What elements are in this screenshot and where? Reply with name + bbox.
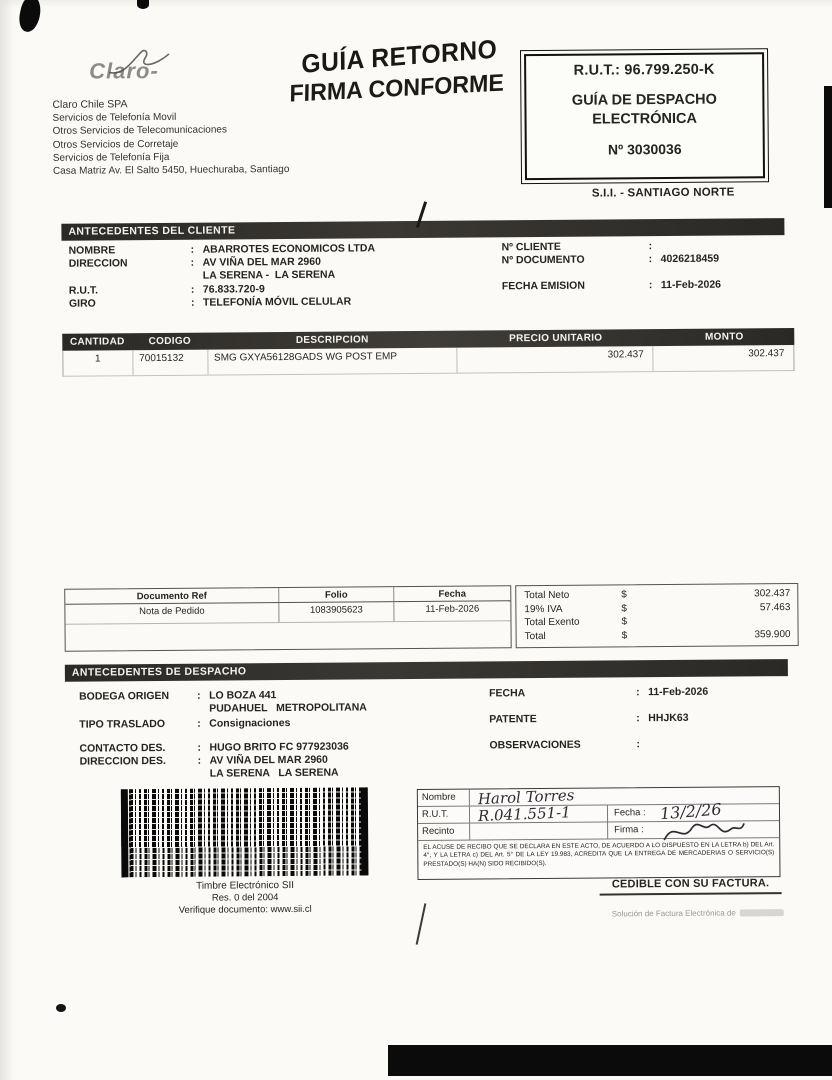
field-label	[69, 270, 191, 284]
col-header-descripcion: DESCRIPCION	[295, 334, 369, 346]
document-number: Nº 3030036	[607, 140, 682, 158]
receipt-row-recinto	[418, 821, 779, 841]
footer-logo-smudge	[740, 910, 784, 917]
field-observaciones: OBSERVACIONES :	[489, 738, 641, 752]
field-value: TELEFONÍA MÓVIL CELULAR	[202, 295, 352, 309]
issuer-address: Casa Matriz Av. El Salto 5450, Huechuraba, Santiago	[52, 164, 290, 177]
handwritten-rut: R.041.551-1	[477, 803, 572, 826]
timbre-line1: Timbre Electrónico SII	[196, 879, 295, 892]
issuer-service-line: Otros Servicios de Telecomunicaciones	[52, 124, 228, 138]
recinto-label: Recinto	[418, 824, 470, 840]
col-header-fecha: Fecha	[438, 588, 467, 600]
field-label: R.U.T.	[68, 284, 99, 297]
pdf417-barcode	[121, 787, 369, 877]
field-label: Nº DOCUMENTO	[501, 253, 585, 267]
pen-check-scribble-icon	[105, 46, 175, 81]
signature-scribble-icon	[660, 817, 746, 846]
field-direccion-line2	[69, 269, 376, 285]
document-type-line2: ELECTRÓNICA	[592, 110, 697, 128]
totals-box	[515, 583, 798, 648]
cell-fecha: 11-Feb-2026	[425, 603, 480, 615]
field-value: 76.833.720-9	[202, 282, 265, 296]
receipt-legal-text: EL ACUSE DE RECIBO QUE SE DECLARA EN ESTE ACTO, DE ACUERDO A LO DISPUESTO EN LA LETRA b) DEL Art. 4°, Y LA LETRA c) DEL Art. 5° DE LA LEY 19.983, ACREDITA QUE LA ENTREGA DE MERCADERIAS O SERVICIO(S) PRESTADO(S) HA(N) SIDO RECIBIDO(S).	[423, 841, 775, 868]
fecha-label: Fecha :	[613, 807, 646, 819]
despacho-fields-left	[79, 688, 367, 732]
field-patente: PATENTE : HHJK63	[489, 712, 689, 726]
field-direccion-des-line2: LA SERENA LA SERENA	[209, 766, 339, 781]
receipt-signature-box	[417, 786, 781, 880]
field-tipo-traslado: TIPO TRASLADO : Consignaciones	[79, 717, 291, 732]
field-numero-documento: Nº DOCUMENTO : 4026218459	[501, 252, 720, 267]
field-numero-cliente: Nº CLIENTE :	[501, 240, 653, 254]
reference-doc-table	[64, 585, 511, 652]
handwritten-fecha: 13/2/26	[659, 799, 723, 824]
client-fields-left	[69, 242, 376, 310]
items-table	[62, 328, 794, 377]
cell-folio: 1083905623	[279, 602, 394, 622]
cell-precio-unitario: 302.437	[457, 346, 654, 373]
section-header-despacho: ANTECEDENTES DE DESPACHO	[65, 659, 788, 682]
total-neto-row: Total Neto $ 302.437	[524, 588, 791, 602]
issuer-block	[52, 97, 289, 178]
firma-label: Firma :	[614, 824, 644, 836]
col-header-documento-ref: Documento Ref	[65, 588, 279, 604]
section-header-client: ANTECEDENTES DEL CLIENTE	[61, 218, 784, 241]
cell-codigo: 70015132	[133, 350, 208, 376]
field-contacto-des: CONTACTO DES. : HUGO BRITO FC 977923036	[79, 740, 349, 755]
field-label: NOMBRE	[68, 244, 116, 257]
claro-logo: Claro-	[89, 58, 159, 84]
total-row: Total $ 359.900	[524, 628, 791, 642]
field-value: 4026218459	[660, 252, 720, 266]
client-fields-right	[502, 240, 722, 294]
handwritten-nombre: Harol Torres	[477, 786, 575, 809]
ref-table-row	[65, 601, 510, 624]
col-header-folio: Folio	[279, 587, 394, 602]
field-giro: GIRO : TELEFONÍA MÓVIL CELULAR	[68, 295, 352, 310]
total-exento-row: Total Exento $	[524, 616, 628, 629]
cell-descripcion: SMG GXYA56128GADS WG POST EMP	[208, 348, 457, 375]
field-value: ABARROTES ECONOMICOS LTDA	[202, 242, 376, 256]
item-row	[62, 345, 794, 377]
field-fecha-despacho: FECHA : 11-Feb-2026	[489, 685, 709, 700]
timbre-verify-url: Verifique documento: www.sii.cl	[178, 903, 312, 916]
field-label: FECHA EMISION	[501, 280, 585, 293]
stamp-line-firma-conforme: FIRMA CONFORME	[289, 69, 505, 108]
rut-label: R.U.T.	[418, 807, 470, 823]
issuer-service-line: Servicios de Telefonía Fija	[52, 151, 170, 164]
field-label: GIRO	[68, 297, 96, 310]
issuer-service-line: Otros Servicios de Corretaje	[52, 138, 179, 151]
firma-sub-cell	[607, 821, 779, 838]
col-header-monto: MONTO	[704, 331, 744, 343]
handwritten-stamp	[289, 31, 535, 112]
footer-provider-text: Solución de Factura Electrónica de	[611, 908, 736, 919]
field-label: DIRECCION	[68, 257, 128, 270]
cell-documento-ref: Nota de Pedido	[65, 603, 279, 624]
cedible-notice: CEDIBLE CON SU FACTURA.	[600, 877, 782, 895]
col-header-codigo: CODIGO	[148, 335, 191, 348]
field-value: AV VIÑA DEL MAR 2960	[202, 255, 321, 269]
field-label: Nº CLIENTE	[501, 240, 561, 254]
field-fecha-emision: FECHA EMISION : 11-Feb-2026	[501, 278, 722, 293]
col-header-cantidad: CANTIDAD	[69, 336, 125, 348]
footer-provider-note	[612, 908, 784, 918]
field-value: LA SERENA - LA SERENA	[202, 269, 336, 283]
document-id-box	[524, 52, 765, 180]
field-direccion-des: DIRECCION DES. : AV VIÑA DEL MAR 2960	[79, 753, 328, 768]
field-bodega-origen: BODEGA ORIGEN : LO BOZA 441	[79, 689, 277, 703]
issuer-company: Claro Chile SPA	[52, 98, 128, 111]
issuer-rut: R.U.T.: 96.799.250-K	[573, 61, 715, 79]
iva-row: 19% IVA $ 57.463	[524, 601, 791, 615]
field-direccion: DIRECCION : AV VIÑA DEL MAR 2960	[68, 255, 321, 270]
document-type-line1: GUÍA DE DESPACHO	[571, 91, 717, 109]
field-rut-cliente: R.U.T. : 76.833.720-9	[68, 282, 265, 297]
despacho-fields-right	[489, 686, 708, 727]
nombre-label: Nombre	[418, 790, 470, 806]
timbre-electronico	[122, 879, 369, 916]
cell-monto: 302.437	[748, 348, 785, 360]
stamp-line-guia-retorno: GUÍA RETORNO	[301, 33, 498, 79]
cell-cantidad: 1	[63, 350, 133, 376]
col-header-precio-unitario: PRECIO UNITARIO	[509, 332, 603, 345]
field-value: 11-Feb-2026	[660, 278, 722, 292]
sii-office: S.I.I. - SANTIAGO NORTE	[591, 186, 735, 200]
timbre-line2: Res. 0 del 2004	[211, 892, 279, 904]
despacho-fields-right2	[489, 738, 648, 752]
field-nombre: NOMBRE : ABARROTES ECONOMICOS LTDA	[68, 242, 376, 257]
issuer-service-line: Servicios de Telefonía Movil	[52, 112, 177, 125]
field-bodega-origen-line2: PUDAHUEL METROPOLITANA	[209, 701, 367, 715]
despacho-fields-left2	[79, 741, 349, 783]
